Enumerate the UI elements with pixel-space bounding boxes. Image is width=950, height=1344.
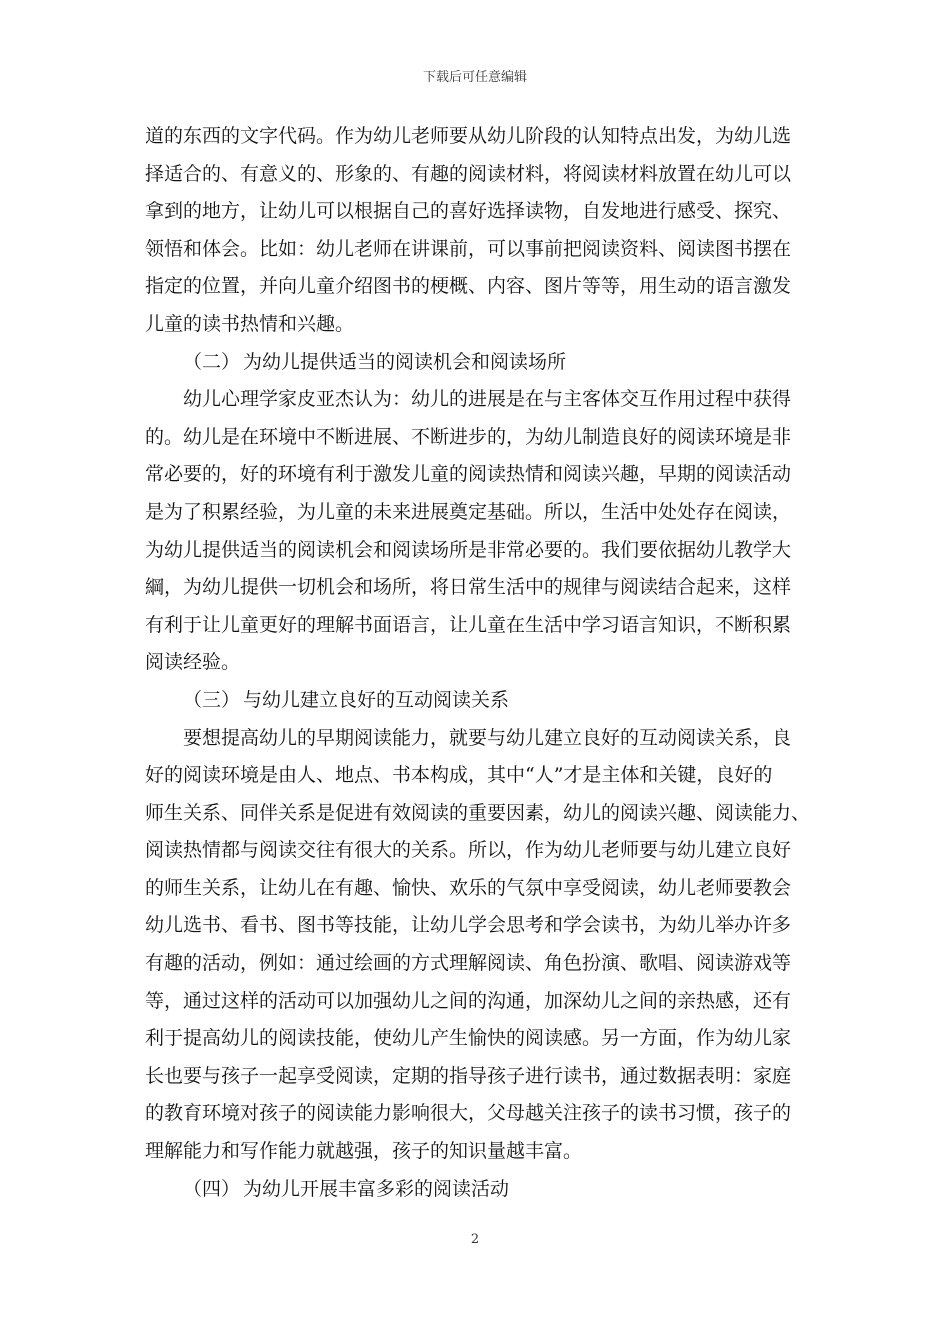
section-heading	[145, 344, 825, 382]
text-line: 的。幼儿是在环境中不断进展、不断进步的，为幼儿制造良好的阅读环境是非	[145, 425, 792, 448]
text-line: 利于提高幼儿的阅读技能，使幼儿产生愉快的阅读感。另一方面，作为幼儿家	[145, 1027, 792, 1050]
text-line: 常必要的，好的环境有利于激发儿童的阅读热情和阅读兴趣，早期的阅读活动	[145, 463, 792, 486]
text-line: 道的东西的文字代码。作为幼儿老师要从幼儿阶段的认知特点出发，为幼儿选	[145, 125, 792, 147]
section-number: （二）	[183, 350, 241, 373]
text-line: 的师生关系，让幼儿在有趣、愉快、欢乐的气氛中享受阅读，幼儿老师要教会	[145, 876, 792, 899]
text-line: 有利于让儿童更好的理解书面语言，让儿童在生活中学习语言知识，不断积累	[145, 613, 792, 636]
section-number: （三）	[183, 688, 241, 711]
text-line: 为幼儿提供适当的阅读机会和阅读场所是非常必要的。我们要依据幼儿教学大	[145, 538, 792, 561]
paragraph	[145, 381, 825, 682]
page-number: 2	[470, 1232, 480, 1247]
text-line: 有趣的活动，例如：通过绘画的方式理解阅读、角色扮演、歌唱、阅读游戏等	[145, 952, 792, 975]
section-title: 为幼儿提供适当的阅读机会和阅读场所	[243, 350, 567, 373]
text-line: 要想提高幼儿的早期阅读能力，就要与幼儿建立良好的互动阅读关系，良	[183, 726, 792, 749]
text-line: 阅读经验。	[145, 651, 241, 674]
text-line: 幼儿心理学家皮亚杰认为：幼儿的进展是在与主客体交互作用过程中获得	[183, 388, 792, 411]
text-line: 择适合的、有意义的、形象的、有趣的阅读材料，将阅读材料放置在幼儿可以	[145, 162, 792, 185]
text-line: 阅读热情都与阅读交往有很大的关系。所以，作为幼儿老师要与幼儿建立良好	[145, 839, 792, 862]
text-line: 是为了积累经验，为儿童的未来进展奠定基础。所以，生活中处处存在阅读，	[145, 500, 792, 523]
text-line: 指定的位置，并向儿童介绍图书的梗概、内容、图片等等，用生动的语言激发	[145, 275, 792, 298]
text-line: 的教育环境对孩子的阅读能力影响很大，父母越关注孩子的读书习惯，孩子的	[145, 1102, 792, 1125]
page-header: 下载后可任意编辑	[422, 70, 527, 85]
text-line: 儿童的读书热情和兴趣。	[145, 312, 355, 335]
text-line: 等，通过这样的活动可以加强幼儿之间的沟通，加深幼儿之间的亲热感，还有	[145, 989, 792, 1012]
section-title: 为幼儿开展丰富多彩的阅读活动	[243, 1177, 510, 1200]
paragraph	[145, 720, 825, 1171]
text-line: 长也要与孩子一起享受阅读，定期的指导孩子进行读书，通过数据表明：家庭	[145, 1064, 792, 1087]
document-body	[145, 118, 825, 1208]
text-line: 理解能力和写作能力就越强，孩子的知识量越丰富。	[145, 1140, 583, 1163]
text-line: 綱，为幼儿提供一切机会和场所，将日常生活中的规律与阅读结合起来，这样	[145, 576, 792, 599]
text-line: 拿到的地方，让幼儿可以根据自己的喜好选择读物，自发地进行感受、探究、	[145, 200, 792, 223]
section-heading	[145, 682, 825, 720]
text-line: 领悟和体会。比如：幼儿老师在讲课前，可以事前把阅读资料、阅读图书摆在	[145, 237, 792, 260]
section-title: 与幼儿建立良好的互动阅读关系	[243, 688, 510, 711]
section-number: （四）	[183, 1177, 241, 1200]
text-line: 师生关系、同伴关系是促进有效阅读的重要因素，幼儿的阅读兴趣、阅读能力、	[145, 801, 811, 824]
paragraph	[145, 118, 825, 344]
section-heading	[145, 1171, 825, 1209]
text-line: 好的阅读环境是由人、地点、书本构成，其中“人”才是主体和关键，良好的	[145, 764, 773, 787]
text-line: 幼儿选书、看书、图书等技能，让幼儿学会思考和学会读书，为幼儿举办许多	[145, 914, 792, 937]
